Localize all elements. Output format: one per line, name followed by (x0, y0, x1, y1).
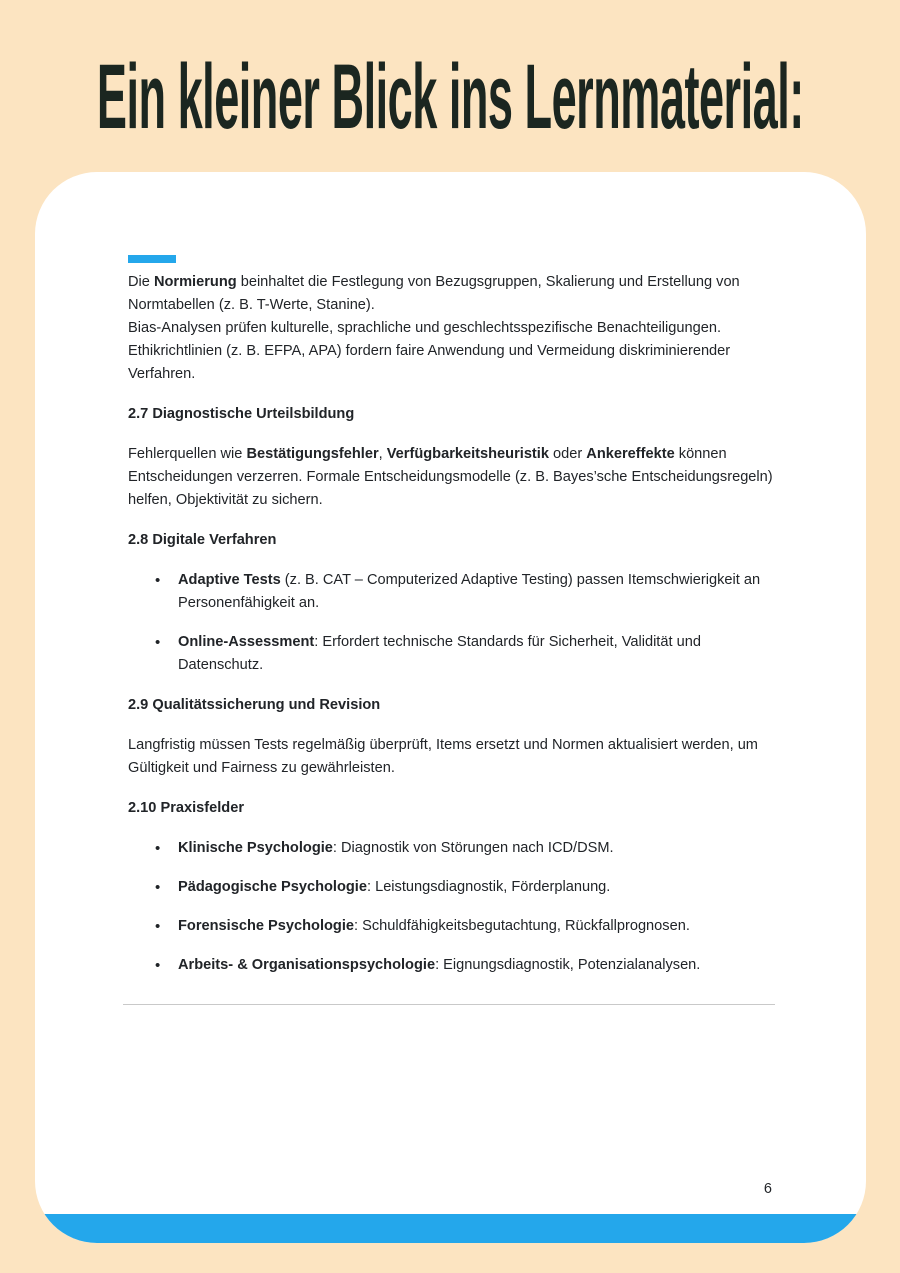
paragraph-2-7: Fehlerquellen wie Bestätigungsfehler, Verfügbarkeitsheuristik oder Ankereffekte können Entscheidungen verzerren. Formale Entscheidungsmodelle (z. B. Bayes’sche Entscheidungsregeln) helfen, Objektivität zu sichern. (128, 446, 773, 508)
page-title: Ein kleiner Blick ins Lernmaterial: (96, 46, 804, 148)
page-title-wrap (0, 40, 900, 155)
intro-paragraph: Die Normierung beinhaltet die Festlegung von Bezugsgruppen, Skalierung und Erstellung von Normtabellen (z. B. T-Werte, Stanine). Bias-Analysen prüfen kulturelle, sprachliche und geschlechtsspezifische Benachteiligungen. Ethikrichtlinien (z. B. EFPA, APA) fordern faire Anwendung und Vermeidung diskriminierender Verfahren. (128, 274, 740, 382)
heading-2-10: 2.10 Praxisfelder (128, 800, 245, 816)
list-item: • Online-Assessment: Erfordert technische Standards für Sicherheit, Validität und Datenschutz. (128, 631, 776, 677)
page-number: 6 (763, 1181, 772, 1197)
document-content (128, 255, 776, 1005)
list-item: • Adaptive Tests (z. B. CAT – Computerized Adaptive Testing) passen Itemschwierigkeit an Personenfähigkeit an. (128, 569, 776, 615)
list-item: • Klinische Psychologie: Diagnostik von Störungen nach ICD/DSM. (128, 837, 776, 860)
heading-2-7: 2.7 Diagnostische Urteilsbildung (128, 406, 355, 422)
list-item: • Forensische Psychologie: Schuldfähigkeitsbegutachtung, Rückfallprognosen. (128, 915, 776, 938)
heading-2-9: 2.9 Qualitätssicherung und Revision (128, 697, 381, 713)
list-item: • Arbeits- & Organisationspsychologie: Eignungsdiagnostik, Potenzialanalysen. (128, 954, 776, 977)
footer-blue-bar (35, 1214, 866, 1243)
divider (123, 1004, 775, 1005)
document-card (35, 172, 866, 1243)
bullet-list-2-8 (128, 569, 776, 677)
paragraph-2-9: Langfristig müssen Tests regelmäßig überprüft, Items ersetzt und Normen aktualisiert werden, um Gültigkeit und Fairness zu gewährleisten. (128, 737, 758, 776)
blue-accent-bar (128, 255, 176, 263)
list-item: • Pädagogische Psychologie: Leistungsdiagnostik, Förderplanung. (128, 876, 776, 899)
heading-2-8: 2.8 Digitale Verfahren (128, 532, 277, 548)
bullet-list-2-10 (128, 837, 776, 977)
